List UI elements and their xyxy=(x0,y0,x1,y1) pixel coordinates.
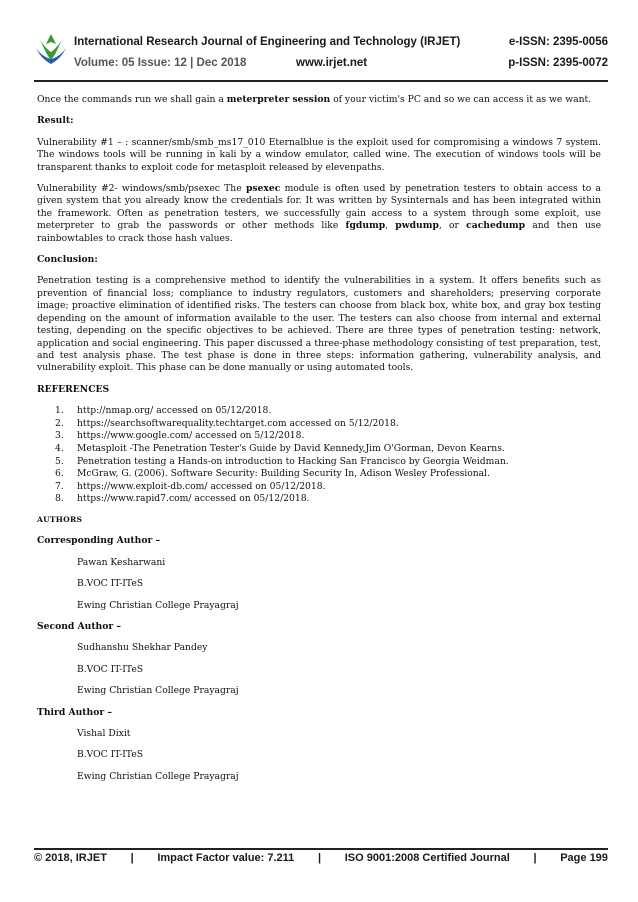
author-college: Ewing Christian College Prayagraj xyxy=(77,685,239,697)
author-program: B.VOC IT-ITeS xyxy=(77,578,144,590)
reference-item: 7. https://www.exploit-db.com/ accessed on 05/12/2018. xyxy=(55,480,326,492)
author-role: Corresponding Author – xyxy=(37,535,161,547)
reference-item: 2. https://searchsoftwarequality.techtarget.com accessed on 5/12/2018. xyxy=(55,417,399,429)
copyright: © 2018, IRJET xyxy=(34,852,107,864)
footer-separator: | xyxy=(317,852,322,864)
author-college: Ewing Christian College Prayagraj xyxy=(77,770,239,782)
footer-divider xyxy=(34,848,608,850)
volume-issue: Volume: 05 Issue: 12 | Dec 2018 xyxy=(74,57,247,69)
vulnerability-2-paragraph: Vulnerability #2- windows/smb/psexec The psexec module is often used by penetration testers to obtain access to a given system that you already know the credentials for. It was written by Sysinternals and has been integrated within the framework. Often as penetration testers, we successfully gain access to a system through some exploit, use meterpreter to grab the passwords or other methods like fgdump, pwdump, or cachedump and then use rainbowtables to crack those hash values. xyxy=(37,183,602,244)
author-name: Sudhanshu Shekhar Pandey xyxy=(77,642,208,654)
iso-certification: ISO 9001:2008 Certified Journal xyxy=(344,852,510,864)
intro-paragraph: Once the commands run we shall gain a meterpreter session of your victim's PC and so we can access it as we want. xyxy=(37,94,592,105)
author-program: B.VOC IT-ITeS xyxy=(77,749,144,761)
reference-item: 6. McGraw, G. (2006). Software Security: Building Security In, Adison Wesley Professional. xyxy=(55,468,491,480)
pissn: p-ISSN: 2395-0072 xyxy=(508,57,608,69)
irjet-logo-icon xyxy=(34,32,68,72)
footer-separator: | xyxy=(130,852,134,864)
author-college: Ewing Christian College Prayagraj xyxy=(77,599,239,611)
author-name: Pawan Kesharwani xyxy=(77,556,166,568)
footer-separator: | xyxy=(533,852,537,864)
authors-heading: AUTHORS xyxy=(37,514,83,524)
reference-item: 3. https://www.google.com/ accessed on 5/12/2018. xyxy=(55,430,305,442)
header-row-bottom xyxy=(74,57,608,69)
page-content xyxy=(37,94,601,792)
references-list xyxy=(37,405,601,506)
page-number: Page 199 xyxy=(560,852,608,864)
conclusion-paragraph: Penetration testing is a comprehensive method to identify the vulnerabilities in a system. It offers benefits such as prevention of financial loss; compliance to industry regulators, customers and shareholders; preserving corporate image; proactive elimination of identified risks. The testers can choose from black box, white box, and gray box testing depending on the amount of information available to the user. The testers can also choose from internal and external testing, depending on the specific objectives to be achieved. There are three types of penetration testing: network, application and social engineering. This paper discussed a three-phase methodology consisting of test preparation, test, and test analysis phase. The test phase is done in three steps: information gathering, vulnerability analysis, and vulnerability exploit. This phase can be done manually or using automated tools. xyxy=(37,275,601,374)
reference-item: 1. http://nmap.org/ accessed on 05/12/2018. xyxy=(55,405,272,417)
impact-factor: Impact Factor value: 7.211 xyxy=(157,852,295,864)
reference-item: 8. https://www.rapid7.com/ accessed on 05/12/2018. xyxy=(55,493,310,505)
header-divider xyxy=(34,80,608,82)
references-heading: REFERENCES xyxy=(37,383,110,395)
author-role: Third Author – xyxy=(37,706,112,718)
author-role: Second Author – xyxy=(37,620,121,632)
reference-item: 5. Penetration testing a Hands-on introduction to Hacking San Francisco by Georgia Weidman. xyxy=(55,455,509,467)
journal-name: International Research Journal of Engineering and Technology (IRJET) xyxy=(74,36,461,48)
eissn: e-ISSN: 2395-0056 xyxy=(508,36,608,48)
conclusion-heading: Conclusion: xyxy=(37,254,98,266)
vulnerability-1-paragraph: Vulnerability #1 – : scanner/smb/smb_ms17_010 Eternalblue is the exploit used for compromising a windows 7 system. The windows tools will be running in kali by a window emulator, called wine. The execution of windows tools will be transparent thanks to exploit code for metasploit released by elevenpaths. xyxy=(37,136,601,173)
author-name: Vishal Dixit xyxy=(77,727,131,739)
page-footer xyxy=(34,852,608,864)
header-row-top xyxy=(74,36,608,48)
journal-website[interactable]: www.irjet.net xyxy=(296,57,368,69)
reference-item: 4. Metasploit -The Penetration Tester's Guide by David Kennedy,Jim O'Gorman, Devon Kearns. xyxy=(55,442,505,454)
result-heading: Result: xyxy=(37,115,74,127)
author-program: B.VOC IT-ITeS xyxy=(77,663,144,675)
page-header xyxy=(34,26,608,84)
